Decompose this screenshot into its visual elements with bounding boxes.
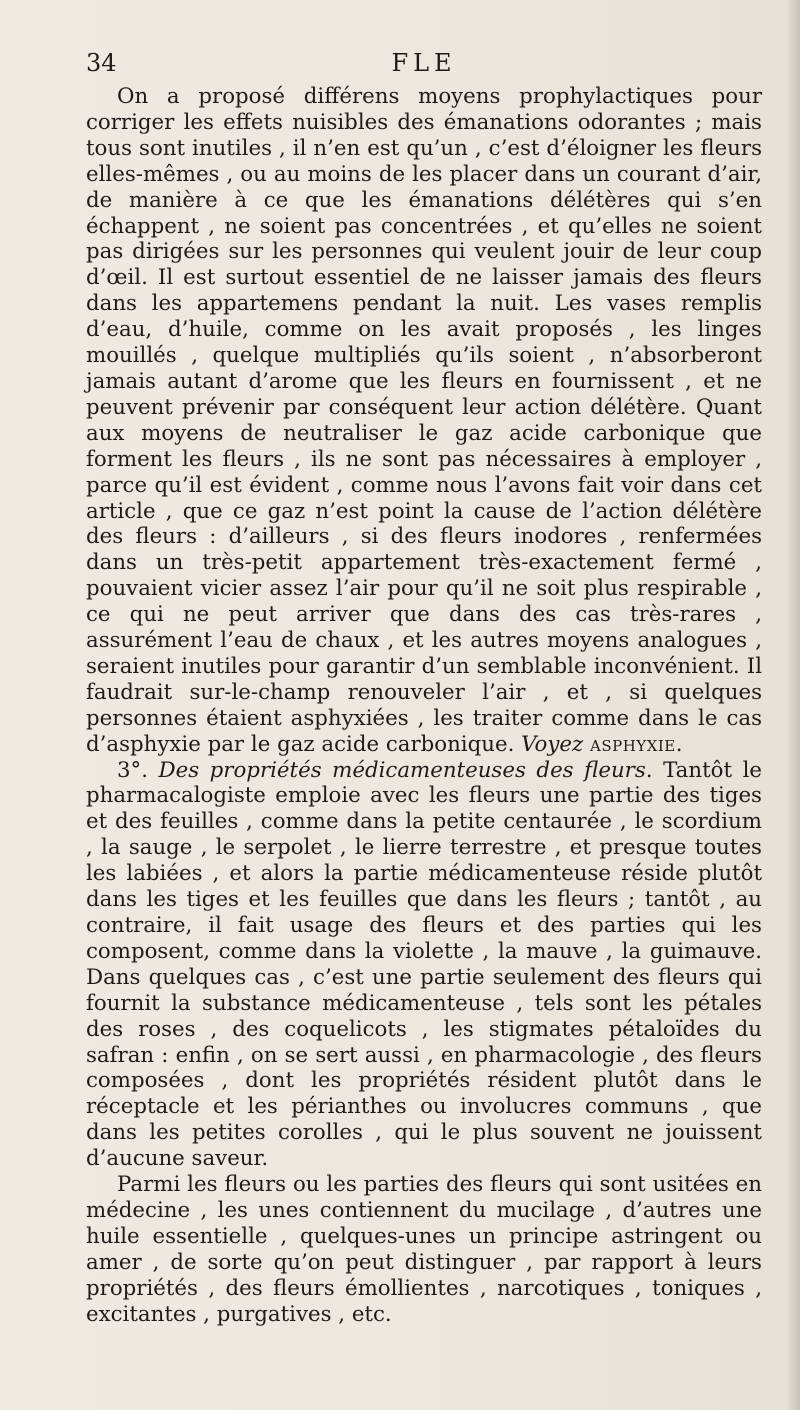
paragraph-medicinal-text: Tantôt le pharmacalogiste emploie avec les fleurs une partie des tiges et des feuilles , comme dans la petite centaurée , le scordium , la sauge , le serpolet , le lierre terrestre , et presque toutes les labiées , et alors la partie médicamenteuse réside plutôt dans les tiges et les feuilles que dans les fleurs ; tantôt , au contraire, il fait usage des fleurs et des parties qui les composent, comme dans la violette , la mauve , la guimauve. Dans quelques cas , c’est une partie seulement des fleurs qui fournit la substance médicamenteuse , tels sont les pétales des roses , des coquelicots , les stigmates pétaloïdes du safran : enfin , on se sert aussi , en pharmacologie , des fleurs composées , dont les propriétés résident plutôt dans le réceptacle et les périanthes ou involucres communs , que dans les petites corolles , qui le plus souvent ne jouissent d’aucune saveur. [86,757,762,1172]
cross-reference-term: asphyxie [590,731,676,757]
section-number: 3°. [117,757,148,783]
running-head: FLE [391,49,457,77]
paragraph-uses [86,1172,762,1327]
cross-reference-voyez: Voyez [521,731,584,757]
paragraph-uses-text: Parmi les fleurs ou les parties des fleurs qui sont usitées en médecine , les unes contiennent du mucilage , d’autres une huile essentielle , quelques-unes un principe astringent ou amer , de sorte qu’on peut distinguer , par rapport à leurs propriétés , des fleurs émollientes , narcotiques , toniques , excitantes , purgatives , etc. [86,1172,762,1327]
paragraph-medicinal-properties: 3°. Des propriétés médicamenteuses des fleurs. Tantôt le pharmacalogiste emploie avec les fleurs une partie des tiges et des feuilles , comme dans la petite centaurée , le scordium , la sauge , le serpolet , le lierre terrestre , et presque toutes les labiées , et alors la partie médicamenteuse réside plutôt dans les tiges et les feuilles que dans les fleurs ; tantôt , au contraire, il fait usage des fleurs et des parties qui les composent, comme dans la violette , la mauve , la guimauve. Dans quelques cas , c’est une partie seulement des fleurs qui fournit la substance médicamenteuse , tels sont les pétales des roses , des coquelicots , les stigmates pétaloïdes du safran : enfin , on se sert aussi , en pharmacologie , des fleurs composées , dont les propriétés résident plutôt dans le réceptacle et les périanthes ou involucres communs , que dans les petites corolles , qui le plus souvent ne jouissent d’aucune saveur. [86,757,762,1172]
paragraph-prophylaxis: On a proposé différens moyens prophylactiques pour corriger les effets nuisibles des émanations odorantes ; mais tous sont inutiles , il n’en est qu’un , c’est d’éloigner les fleurs elles-mêmes , ou au moins de les placer dans un courant d’air, de manière à ce que les émanations délétères qui s’en échappent , ne soient pas concentrées , et qu’elles ne soient pas dirigées sur les personnes qui veulent jouir de leur coup d’œil. Il est surtout essentiel de ne laisser jamais des fleurs dans les appartemens pendant la nuit. Les vases remplis d’eau, d’huile, comme on les avait proposés , les linges mouillés , quelque multipliés qu’ils soient , n’absorberont jamais autant d’arome que les fleurs en fournissent , et ne peuvent prévenir par conséquent leur action délétère. Quant aux moyens de neutraliser le gaz acide carbonique que forment les fleurs , ils ne sont pas nécessaires à employer , parce qu’il est évident , comme nous l’avons fait voir dans cet article , que ce gaz n’est point la cause de l’action délétère des fleurs : d’ailleurs , si des fleurs inodores , renfermées dans un très-petit appartement très-exactement fermé , pouvaient vicier assez l’air pour qu’il ne soit plus respirable , ce qui ne peut arriver que dans des cas très-rares , assurément l’eau de chaux , et les autres moyens analogues , seraient inutiles pour garantir d’un semblable inconvénient. Il faudrait sur-le-champ renouveler l’air , et , si quelques personnes étaient asphyxiées , les traiter comme dans le cas d’asphyxie par le gaz acide carbonique. Voyez asphyxie. [86,84,762,757]
page-header [86,46,762,80]
section-heading: Des propriétés médicamenteuses des fleurs [158,757,646,783]
page-edge-shadow [786,0,800,1410]
body-text [86,84,762,1328]
paragraph-prophylaxis-text: On a proposé différens moyens prophylactiques pour corriger les effets nuisibles des émanations odorantes ; mais tous sont inutiles , il n’en est qu’un , c’est d’éloigner les fleurs elles-mêmes , ou au moins de les placer dans un courant d’air, de manière à ce que les émanations délétères qui s’en échappent , ne soient pas concentrées , et qu’elles ne soient pas dirigées sur les personnes qui veulent jouir de leur coup d’œil. Il est surtout essentiel de ne laisser jamais des fleurs dans les appartemens pendant la nuit. Les vases remplis d’eau, d’huile, comme on les avait proposés , les linges mouillés , quelque multipliés qu’ils soient , n’absorberont jamais autant d’arome que les fleurs en fournissent , et ne peuvent prévenir par conséquent leur action délétère. Quant aux moyens de neutraliser le gaz acide carbonique que forment les fleurs , ils ne sont pas nécessaires à employer , parce qu’il est évident , comme nous l’avons fait voir dans cet article , que ce gaz n’est point la cause de l’action délétère des fleurs : d’ailleurs , si des fleurs inodores , renfermées dans un très-petit appartement très-exactement fermé , pouvaient vicier assez l’air pour qu’il ne soit plus respirable , ce qui ne peut arriver que dans des cas très-rares , assurément l’eau de chaux , et les autres moyens analogues , seraient inutiles pour garantir d’un semblable inconvénient. Il faudrait sur-le-champ renouveler l’air , et , si quelques personnes étaient asphyxiées , les traiter comme dans le cas d’asphyxie par le gaz acide carbonique. [86,84,762,757]
page-number: 34 [86,49,117,77]
